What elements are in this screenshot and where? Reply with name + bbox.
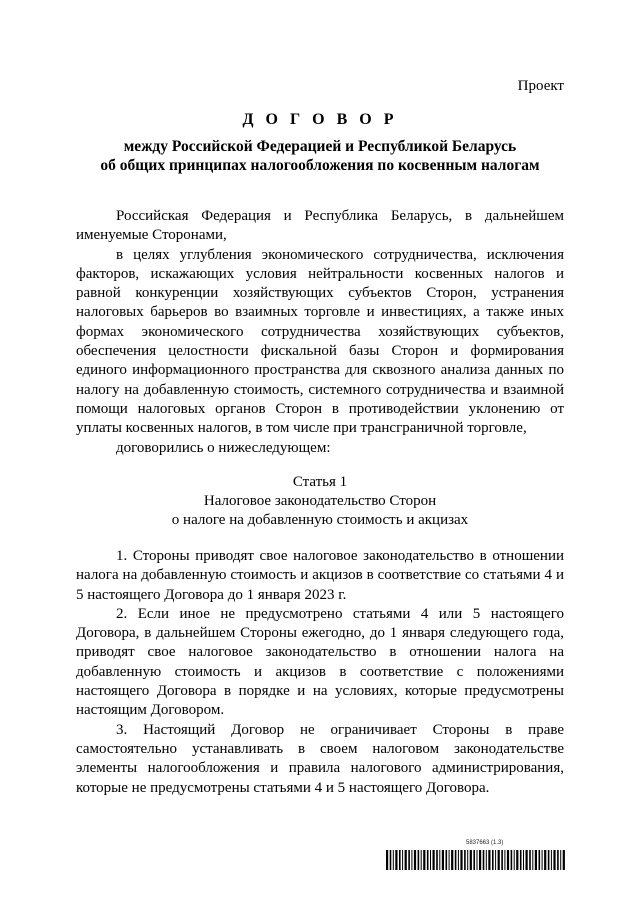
subtitle-line-1: между Российской Федерацией и Республикой Беларусь	[123, 138, 517, 155]
article-title-line-1: Налоговое законодательство Сторон	[203, 493, 437, 509]
barcode-icon	[386, 850, 568, 870]
article-number: Статья 1	[292, 474, 348, 490]
preamble-paragraph: Российская Федерация и Республика Беларусь, в дальнейшем именуемые Сторонами,	[76, 208, 564, 244]
article-title-line-2: о налоге на добавленную стоимость и акцизах	[171, 512, 469, 528]
preamble	[76, 207, 564, 458]
article-heading	[60, 473, 580, 530]
article-paragraph: 2. Если иное не предусмотрено статьями 4 или 5 настоящего Договора, в дальнейшем Стороны ежегодно, до 1 января следующего года, приводят свое налоговое законодательство в отношении налога на добавленную стоимость и акцизов в соответствие с положениями настоящего Договора в порядке и на условиях, которые предусмотрены настоящим Договором.	[76, 605, 564, 719]
subtitle-line-2: об общих принципах налогообложения по косвенным налогам	[100, 157, 540, 174]
barcode-caption: 5837663 (1.3)	[466, 840, 504, 846]
document-title: Д О Г О В О Р	[242, 111, 398, 128]
article-paragraph: 1. Стороны приводят свое налоговое законодательство в отношении налога на добавленную стоимость и акцизов в соответствие со статьями 4 и 5 настоящего Договора до 1 января 2023 г.	[76, 548, 564, 603]
preamble-paragraph: в целях углубления экономического сотрудничества, исключения факторов, искажающих условия нейтральности косвенных налогов и равной конкуренции хозяйствующих субъектов Сторон, устранения налоговых барьеров во взаимных торговле и инвестициях, а также иных формах экономического сотрудничества хозяйствующих субъектов, обеспечения целостности фискальной базы Сторон и формирования единого информационного пространства для сквозного анализа данных по налогу на добавленную стоимость, системного сотрудничества и взаимной помощи налоговых органов Сторон в противодействии уклонению от уплаты косвенных налогов, в том числе при трансграничной торговле,	[76, 246, 564, 437]
article-body	[76, 547, 564, 798]
article-paragraph: 3. Настоящий Договор не ограничивает Стороны в праве самостоятельно устанавливать в своем налоговом законодательстве элементы налогообложения и правила налогового администрирования, которые не предусмотрены статьями 4 и 5 настоящего Договора.	[76, 721, 564, 796]
draft-label: Проект	[517, 78, 564, 94]
document-subtitle	[60, 137, 580, 175]
barcode-block	[386, 840, 568, 870]
preamble-paragraph: договорились о нижеследующем:	[116, 439, 331, 456]
